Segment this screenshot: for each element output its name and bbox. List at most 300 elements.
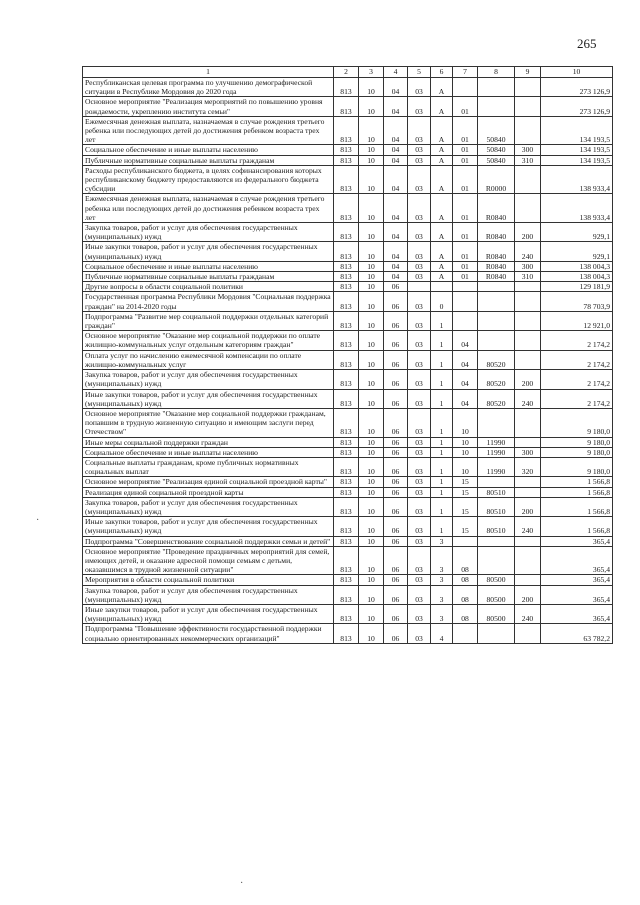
col-8-cell — [478, 408, 515, 437]
row-name-cell: Основное мероприятие "Оказание мер социальной поддержки гражданам, попавшим в трудную жизненную ситуацию и имеющим заслуги перед Отечеством" — [83, 408, 334, 437]
col-9-cell — [515, 624, 541, 643]
col-4-cell: 06 — [384, 517, 408, 536]
col-9-cell: 240 — [515, 389, 541, 408]
col-2-cell: 813 — [334, 370, 359, 389]
table-row — [83, 370, 613, 389]
table-row — [83, 477, 613, 487]
col-8-cell — [478, 536, 515, 546]
col-3-cell: 10 — [359, 624, 384, 643]
col-4-cell: 04 — [384, 242, 408, 261]
row-name-cell: Подпрограмма "Совершенствование социальной поддержки семьи и детей" — [83, 536, 334, 546]
col-6-cell: А — [431, 145, 453, 155]
table-row — [83, 145, 613, 155]
col-3-cell: 10 — [359, 97, 384, 116]
col-7-cell: 01 — [453, 261, 478, 271]
col-6-cell: 1 — [431, 497, 453, 516]
col-6-cell: 3 — [431, 585, 453, 604]
row-name-cell: Подпрограмма "Повышение эффективности государственной поддержки социально ориентированных некоммерческих организаций" — [83, 624, 334, 643]
col-8-cell: 80500 — [478, 575, 515, 585]
col-2-cell: 813 — [334, 282, 359, 292]
amount-cell: 134 193,5 — [541, 155, 613, 165]
col-7-cell: 08 — [453, 546, 478, 575]
table-row — [83, 389, 613, 408]
col-7-cell — [453, 78, 478, 97]
col-3-cell: 10 — [359, 575, 384, 585]
col-3-cell: 10 — [359, 497, 384, 516]
header-cell: 9 — [515, 67, 541, 78]
col-3-cell: 10 — [359, 223, 384, 242]
col-7-cell: 15 — [453, 477, 478, 487]
amount-cell: 9 180,0 — [541, 447, 613, 457]
row-name-cell: Иные закупки товаров, работ и услуг для обеспечения государственных (муниципальных) нужд — [83, 242, 334, 261]
table-row — [83, 165, 613, 194]
col-4-cell: 06 — [384, 546, 408, 575]
col-4-cell: 06 — [384, 437, 408, 447]
amount-cell: 129 181,9 — [541, 282, 613, 292]
amount-cell: 929,1 — [541, 242, 613, 261]
col-6-cell: А — [431, 116, 453, 145]
row-name-cell: Основное мероприятие "Проведение праздничных мероприятий для семей, имеющих детей, и оказание адресной помощи семьям с детьми, оказавшимся в трудной жизненной ситуации" — [83, 546, 334, 575]
col-5-cell: 03 — [408, 389, 431, 408]
table-row — [83, 447, 613, 457]
col-3-cell: 10 — [359, 331, 384, 350]
row-name-cell: Закупка товаров, работ и услуг для обеспечения государственных (муниципальных) нужд — [83, 370, 334, 389]
table-row — [83, 624, 613, 643]
col-7-cell: 10 — [453, 457, 478, 476]
amount-cell: 138 933,4 — [541, 165, 613, 194]
col-4-cell: 06 — [384, 497, 408, 516]
col-8-cell — [478, 624, 515, 643]
amount-cell: 63 782,2 — [541, 624, 613, 643]
col-6-cell: 3 — [431, 536, 453, 546]
row-name-cell: Оплата услуг по начислению ежемесячной компенсации по оплате жилищно-коммунальных услуг — [83, 350, 334, 369]
col-6-cell: А — [431, 155, 453, 165]
amount-cell: 1 566,8 — [541, 487, 613, 497]
col-9-cell — [515, 546, 541, 575]
col-6-cell — [431, 282, 453, 292]
col-8-cell: 11990 — [478, 437, 515, 447]
col-9-cell — [515, 536, 541, 546]
col-5-cell: 03 — [408, 447, 431, 457]
col-6-cell: 1 — [431, 447, 453, 457]
amount-cell: 138 004,3 — [541, 261, 613, 271]
col-3-cell: 10 — [359, 457, 384, 476]
col-2-cell: 813 — [334, 78, 359, 97]
amount-cell: 138 004,3 — [541, 272, 613, 282]
col-9-cell: 200 — [515, 223, 541, 242]
col-8-cell: 50840 — [478, 145, 515, 155]
col-8-cell: 80510 — [478, 487, 515, 497]
col-2-cell: 813 — [334, 575, 359, 585]
col-5-cell: 03 — [408, 517, 431, 536]
col-4-cell: 06 — [384, 282, 408, 292]
col-6-cell: 3 — [431, 546, 453, 575]
amount-cell: 365,4 — [541, 536, 613, 546]
col-2-cell: 813 — [334, 145, 359, 155]
col-3-cell: 10 — [359, 437, 384, 447]
header-cell: 10 — [541, 67, 613, 78]
col-4-cell: 06 — [384, 408, 408, 437]
header-row — [83, 67, 613, 78]
row-name-cell: Социальные выплаты гражданам, кроме публичных нормативных социальных выплат — [83, 457, 334, 476]
col-4-cell: 06 — [384, 331, 408, 350]
col-5-cell: 03 — [408, 292, 431, 311]
col-5-cell: 03 — [408, 457, 431, 476]
col-8-cell — [478, 477, 515, 487]
col-2-cell: 813 — [334, 194, 359, 223]
col-8-cell: R0000 — [478, 165, 515, 194]
col-4-cell: 04 — [384, 165, 408, 194]
col-8-cell: 80510 — [478, 497, 515, 516]
header-cell: 7 — [453, 67, 478, 78]
col-2-cell: 813 — [334, 487, 359, 497]
col-6-cell: 1 — [431, 370, 453, 389]
row-name-cell: Социальное обеспечение и иные выплаты населению — [83, 261, 334, 271]
col-4-cell: 06 — [384, 447, 408, 457]
col-7-cell: 01 — [453, 272, 478, 282]
col-2-cell: 813 — [334, 155, 359, 165]
col-9-cell: 310 — [515, 272, 541, 282]
col-8-cell: 11990 — [478, 457, 515, 476]
row-name-cell: Социальное обеспечение и иные выплаты населению — [83, 145, 334, 155]
col-8-cell: 80510 — [478, 517, 515, 536]
col-3-cell: 10 — [359, 546, 384, 575]
col-2-cell: 813 — [334, 536, 359, 546]
col-5-cell: 03 — [408, 165, 431, 194]
header-cell: 8 — [478, 67, 515, 78]
col-3-cell: 10 — [359, 311, 384, 330]
col-2-cell: 813 — [334, 223, 359, 242]
col-7-cell — [453, 311, 478, 330]
col-9-cell — [515, 487, 541, 497]
col-4-cell: 06 — [384, 477, 408, 487]
col-8-cell: R0840 — [478, 242, 515, 261]
amount-cell: 9 180,0 — [541, 408, 613, 437]
col-3-cell: 10 — [359, 282, 384, 292]
amount-cell: 134 193,5 — [541, 145, 613, 155]
col-9-cell: 310 — [515, 155, 541, 165]
col-3-cell: 10 — [359, 389, 384, 408]
table-body — [83, 78, 613, 644]
amount-cell: 1 566,8 — [541, 477, 613, 487]
table-row — [83, 604, 613, 623]
col-4-cell: 04 — [384, 155, 408, 165]
table-row — [83, 223, 613, 242]
col-9-cell — [515, 292, 541, 311]
row-name-cell: Основное мероприятие "Оказание мер социальной поддержки по оплате жилищно-коммунальных услуг отдельным категориям граждан" — [83, 331, 334, 350]
table-row — [83, 272, 613, 282]
col-9-cell — [515, 477, 541, 487]
col-8-cell — [478, 311, 515, 330]
row-name-cell: Ежемесячная денежная выплата, назначаемая в случае рождения третьего ребенка или последующих детей до достижения ребенком возраста трех лет — [83, 194, 334, 223]
col-3-cell: 10 — [359, 78, 384, 97]
col-9-cell: 320 — [515, 457, 541, 476]
col-3-cell: 10 — [359, 194, 384, 223]
col-3-cell: 10 — [359, 116, 384, 145]
col-7-cell: 04 — [453, 389, 478, 408]
col-6-cell: 0 — [431, 292, 453, 311]
header-cell: 4 — [384, 67, 408, 78]
amount-cell: 1 566,8 — [541, 497, 613, 516]
amount-cell: 365,4 — [541, 604, 613, 623]
table-row — [83, 97, 613, 116]
col-4-cell: 04 — [384, 261, 408, 271]
col-5-cell: 03 — [408, 272, 431, 282]
col-2-cell: 813 — [334, 292, 359, 311]
col-8-cell — [478, 331, 515, 350]
table-row — [83, 194, 613, 223]
col-9-cell — [515, 194, 541, 223]
col-8-cell — [478, 282, 515, 292]
col-5-cell: 03 — [408, 145, 431, 155]
amount-cell: 78 703,9 — [541, 292, 613, 311]
table-row — [83, 261, 613, 271]
col-2-cell: 813 — [334, 447, 359, 457]
col-3-cell: 10 — [359, 165, 384, 194]
col-2-cell: 813 — [334, 497, 359, 516]
table-row — [83, 78, 613, 97]
col-6-cell: 1 — [431, 437, 453, 447]
amount-cell: 365,4 — [541, 585, 613, 604]
col-8-cell: R0840 — [478, 272, 515, 282]
row-name-cell: Государственная программа Республики Мордовия "Социальная поддержка граждан" на 2014-2020 годы — [83, 292, 334, 311]
amount-cell: 12 921,0 — [541, 311, 613, 330]
col-2-cell: 813 — [334, 546, 359, 575]
col-7-cell: 15 — [453, 497, 478, 516]
col-3-cell: 10 — [359, 604, 384, 623]
col-8-cell: 11990 — [478, 447, 515, 457]
col-7-cell: 15 — [453, 517, 478, 536]
amount-cell: 273 126,9 — [541, 97, 613, 116]
col-4-cell: 06 — [384, 604, 408, 623]
col-2-cell: 813 — [334, 331, 359, 350]
amount-cell: 273 126,9 — [541, 78, 613, 97]
col-6-cell: 3 — [431, 575, 453, 585]
table-row — [83, 311, 613, 330]
col-3-cell: 10 — [359, 517, 384, 536]
col-7-cell — [453, 282, 478, 292]
col-5-cell: 03 — [408, 97, 431, 116]
table-row — [83, 585, 613, 604]
col-9-cell — [515, 97, 541, 116]
amount-cell: 2 174,2 — [541, 370, 613, 389]
col-8-cell: 50840 — [478, 155, 515, 165]
header-cell: 3 — [359, 67, 384, 78]
row-name-cell: Иные закупки товаров, работ и услуг для обеспечения государственных (муниципальных) нужд — [83, 389, 334, 408]
col-5-cell: 03 — [408, 116, 431, 145]
col-9-cell — [515, 331, 541, 350]
row-name-cell: Закупка товаров, работ и услуг для обеспечения государственных (муниципальных) нужд — [83, 585, 334, 604]
col-7-cell — [453, 292, 478, 311]
table-row — [83, 116, 613, 145]
col-4-cell: 04 — [384, 116, 408, 145]
col-7-cell: 04 — [453, 350, 478, 369]
col-9-cell — [515, 165, 541, 194]
table-row — [83, 155, 613, 165]
col-4-cell: 06 — [384, 350, 408, 369]
col-6-cell: А — [431, 223, 453, 242]
row-name-cell: Республиканская целевая программа по улучшению демографической ситуации в Республике Мордовия до 2020 года — [83, 78, 334, 97]
col-3-cell: 10 — [359, 408, 384, 437]
col-5-cell: 03 — [408, 370, 431, 389]
col-4-cell: 06 — [384, 389, 408, 408]
row-name-cell: Ежемесячная денежная выплата, назначаемая в случае рождения третьего ребенка или последующих детей до достижения ребенком возраста трех лет — [83, 116, 334, 145]
table-row — [83, 575, 613, 585]
row-name-cell: Реализация единой социальной проездной карты — [83, 487, 334, 497]
col-4-cell: 06 — [384, 292, 408, 311]
table-row — [83, 546, 613, 575]
col-8-cell — [478, 97, 515, 116]
col-3-cell: 10 — [359, 585, 384, 604]
amount-cell: 2 174,2 — [541, 389, 613, 408]
amount-cell: 9 180,0 — [541, 437, 613, 447]
row-name-cell: Закупка товаров, работ и услуг для обеспечения государственных (муниципальных) нужд — [83, 223, 334, 242]
table-row — [83, 487, 613, 497]
row-name-cell: Закупка товаров, работ и услуг для обеспечения государственных (муниципальных) нужд — [83, 497, 334, 516]
table-row — [83, 497, 613, 516]
col-8-cell: R0840 — [478, 194, 515, 223]
col-5-cell: 03 — [408, 624, 431, 643]
col-8-cell: 80520 — [478, 370, 515, 389]
col-7-cell: 10 — [453, 408, 478, 437]
col-6-cell: А — [431, 165, 453, 194]
row-name-cell: Подпрограмма "Развитие мер социальной поддержки отдельных категорий граждан" — [83, 311, 334, 330]
col-2-cell: 813 — [334, 261, 359, 271]
col-6-cell: 1 — [431, 311, 453, 330]
col-4-cell: 04 — [384, 194, 408, 223]
col-9-cell: 300 — [515, 261, 541, 271]
col-2-cell: 813 — [334, 165, 359, 194]
col-4-cell: 04 — [384, 78, 408, 97]
col-8-cell: 80500 — [478, 604, 515, 623]
col-5-cell: 03 — [408, 536, 431, 546]
page-number: 265 — [577, 36, 597, 51]
col-7-cell: 15 — [453, 487, 478, 497]
table-row — [83, 242, 613, 261]
col-2-cell: 813 — [334, 437, 359, 447]
col-3-cell: 10 — [359, 350, 384, 369]
col-6-cell: 1 — [431, 331, 453, 350]
budget-table — [82, 66, 613, 644]
col-7-cell: 01 — [453, 223, 478, 242]
col-5-cell: 03 — [408, 155, 431, 165]
amount-cell: 365,4 — [541, 575, 613, 585]
table-row — [83, 282, 613, 292]
amount-cell: 9 180,0 — [541, 457, 613, 476]
col-6-cell: 1 — [431, 350, 453, 369]
col-6-cell: А — [431, 97, 453, 116]
col-4-cell: 04 — [384, 223, 408, 242]
header-cell: 1 — [83, 67, 334, 78]
table-row — [83, 408, 613, 437]
col-2-cell: 813 — [334, 517, 359, 536]
col-5-cell: 03 — [408, 585, 431, 604]
amount-cell: 1 566,8 — [541, 517, 613, 536]
col-3-cell: 10 — [359, 370, 384, 389]
col-3-cell: 10 — [359, 155, 384, 165]
table-row — [83, 437, 613, 447]
row-name-cell: Основное мероприятие "Реализация единой социальной проездной карты" — [83, 477, 334, 487]
col-8-cell — [478, 78, 515, 97]
col-8-cell: 80520 — [478, 389, 515, 408]
col-6-cell: 1 — [431, 389, 453, 408]
row-name-cell: Иные закупки товаров, работ и услуг для обеспечения государственных (муниципальных) нужд — [83, 604, 334, 623]
table-row — [83, 350, 613, 369]
col-4-cell: 04 — [384, 97, 408, 116]
amount-cell: 134 193,5 — [541, 116, 613, 145]
table-row — [83, 292, 613, 311]
col-8-cell: 50840 — [478, 116, 515, 145]
col-8-cell: 80520 — [478, 350, 515, 369]
col-6-cell: 1 — [431, 408, 453, 437]
header-cell: 2 — [334, 67, 359, 78]
col-2-cell: 813 — [334, 242, 359, 261]
col-4-cell: 06 — [384, 311, 408, 330]
col-8-cell: 80500 — [478, 585, 515, 604]
col-4-cell: 04 — [384, 145, 408, 155]
col-9-cell — [515, 350, 541, 369]
col-3-cell: 10 — [359, 242, 384, 261]
col-8-cell: R0840 — [478, 223, 515, 242]
col-2-cell: 813 — [334, 311, 359, 330]
col-3-cell: 10 — [359, 261, 384, 271]
col-7-cell: 01 — [453, 242, 478, 261]
col-2-cell: 813 — [334, 585, 359, 604]
col-2-cell: 813 — [334, 604, 359, 623]
col-5-cell: 03 — [408, 546, 431, 575]
col-7-cell: 01 — [453, 165, 478, 194]
table-row — [83, 331, 613, 350]
col-6-cell: А — [431, 78, 453, 97]
col-8-cell — [478, 546, 515, 575]
col-9-cell — [515, 408, 541, 437]
row-name-cell: Социальное обеспечение и иные выплаты населению — [83, 447, 334, 457]
col-9-cell — [515, 437, 541, 447]
col-9-cell — [515, 575, 541, 585]
col-5-cell: 03 — [408, 331, 431, 350]
col-2-cell: 813 — [334, 97, 359, 116]
col-6-cell: 4 — [431, 624, 453, 643]
col-7-cell: 01 — [453, 194, 478, 223]
col-2-cell: 813 — [334, 350, 359, 369]
amount-cell: 138 933,4 — [541, 194, 613, 223]
amount-cell: 365,4 — [541, 546, 613, 575]
col-5-cell: 03 — [408, 408, 431, 437]
col-6-cell: 1 — [431, 457, 453, 476]
row-name-cell: Основное мероприятие "Реализация мероприятий по повышению уровня рождаемости, укреплению института семьи" — [83, 97, 334, 116]
col-9-cell: 240 — [515, 242, 541, 261]
col-7-cell: 01 — [453, 97, 478, 116]
col-7-cell: 08 — [453, 575, 478, 585]
table-row — [83, 517, 613, 536]
col-3-cell: 10 — [359, 145, 384, 155]
col-6-cell: 3 — [431, 604, 453, 623]
col-3-cell: 10 — [359, 487, 384, 497]
col-5-cell: 03 — [408, 261, 431, 271]
scan-speck: · — [240, 878, 244, 889]
col-7-cell: 04 — [453, 331, 478, 350]
col-6-cell: А — [431, 194, 453, 223]
col-2-cell: 813 — [334, 624, 359, 643]
col-6-cell: А — [431, 242, 453, 261]
col-4-cell: 06 — [384, 536, 408, 546]
col-3-cell: 10 — [359, 272, 384, 282]
amount-cell: 2 174,2 — [541, 331, 613, 350]
col-5-cell: 03 — [408, 487, 431, 497]
col-4-cell: 06 — [384, 624, 408, 643]
col-4-cell: 04 — [384, 272, 408, 282]
col-9-cell — [515, 282, 541, 292]
